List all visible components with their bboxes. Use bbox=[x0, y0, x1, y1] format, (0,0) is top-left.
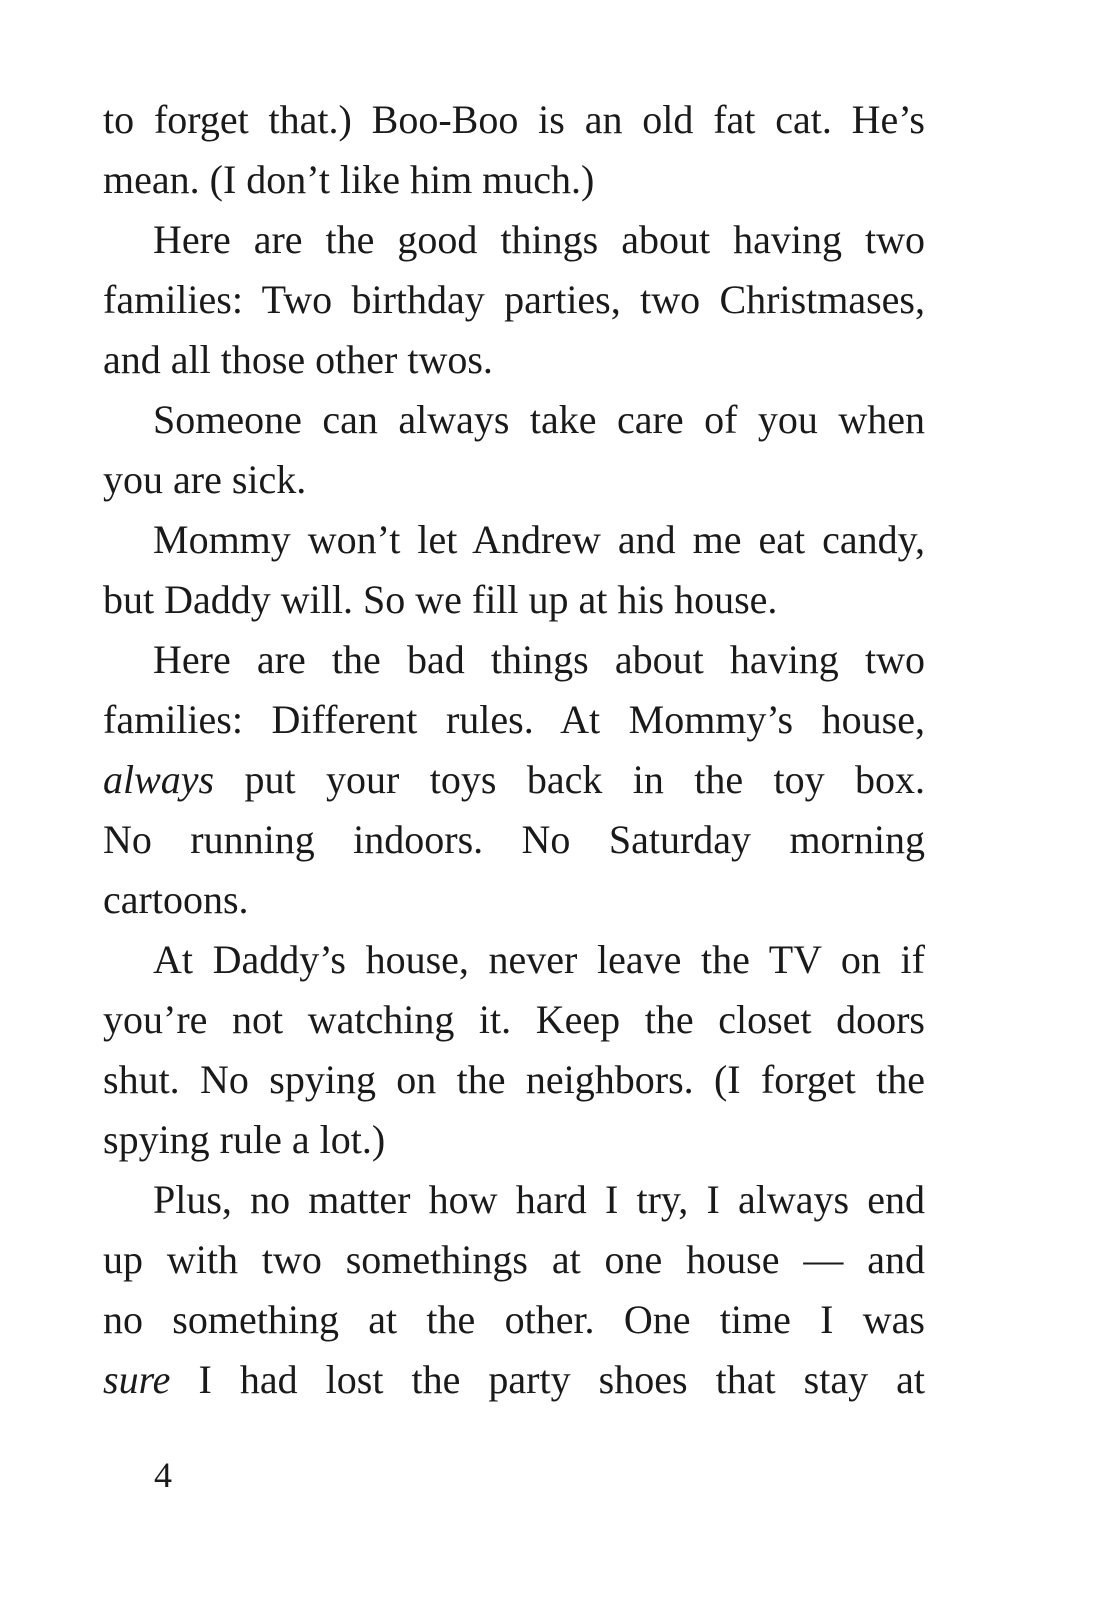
line-text: shut. No spying on the neighbors. (I forget the bbox=[103, 1057, 925, 1102]
line-text: to forget that.) Boo-Boo is an old fat cat. He’s bbox=[103, 97, 925, 142]
line-text: families: Two birthday parties, two Christmases, bbox=[103, 277, 925, 322]
line-text: no something at the other. One time I was bbox=[103, 1297, 925, 1342]
text-line bbox=[103, 150, 925, 210]
line-text: families: Different rules. At Mommy’s house, bbox=[103, 697, 925, 742]
line-text: Plus, no matter how hard I try, I always end bbox=[153, 1177, 925, 1222]
line-text: you’re not watching it. Keep the closet doors bbox=[103, 997, 925, 1042]
italic-word: always bbox=[103, 757, 215, 802]
text-line bbox=[103, 1230, 925, 1290]
text-line bbox=[103, 1170, 925, 1230]
text-line bbox=[103, 1290, 925, 1350]
line-text: cartoons. bbox=[103, 877, 249, 922]
text-line bbox=[103, 930, 925, 990]
text-line bbox=[103, 90, 925, 150]
text-line bbox=[103, 450, 925, 510]
line-text: Here are the bad things about having two bbox=[153, 637, 925, 682]
line-text: At Daddy’s house, never leave the TV on if bbox=[153, 937, 925, 982]
line-text: Someone can always take care of you when bbox=[153, 397, 925, 442]
line-text: Mommy won’t let Andrew and me eat candy, bbox=[153, 517, 925, 562]
text-line bbox=[103, 1110, 925, 1170]
text-line bbox=[103, 1050, 925, 1110]
line-text: but Daddy will. So we fill up at his house. bbox=[103, 577, 778, 622]
text-line bbox=[103, 750, 925, 810]
line-text: up with two somethings at one house — and bbox=[103, 1237, 925, 1282]
italic-word: sure bbox=[103, 1357, 171, 1402]
line-text: Here are the good things about having two bbox=[153, 217, 925, 262]
page-number: 4 bbox=[154, 1455, 172, 1495]
text-line bbox=[103, 630, 925, 690]
line-text: you are sick. bbox=[103, 457, 307, 502]
line-text: put your toys back in the toy box. bbox=[214, 757, 925, 802]
text-line bbox=[103, 210, 925, 270]
line-text: I had lost the party shoes that stay at bbox=[170, 1357, 925, 1402]
line-text: spying rule a lot.) bbox=[103, 1117, 386, 1162]
text-line bbox=[103, 690, 925, 750]
line-text: No running indoors. No Saturday morning bbox=[103, 817, 925, 862]
text-line bbox=[103, 1350, 925, 1410]
text-line bbox=[103, 330, 925, 390]
text-line bbox=[103, 810, 925, 870]
text-line bbox=[103, 870, 925, 930]
text-line bbox=[103, 570, 925, 630]
text-line bbox=[103, 990, 925, 1050]
text-line bbox=[103, 390, 925, 450]
text-line bbox=[103, 510, 925, 570]
line-text: and all those other twos. bbox=[103, 337, 493, 382]
body-text bbox=[103, 90, 925, 1410]
text-line bbox=[103, 270, 925, 330]
line-text: mean. (I don’t like him much.) bbox=[103, 157, 595, 202]
